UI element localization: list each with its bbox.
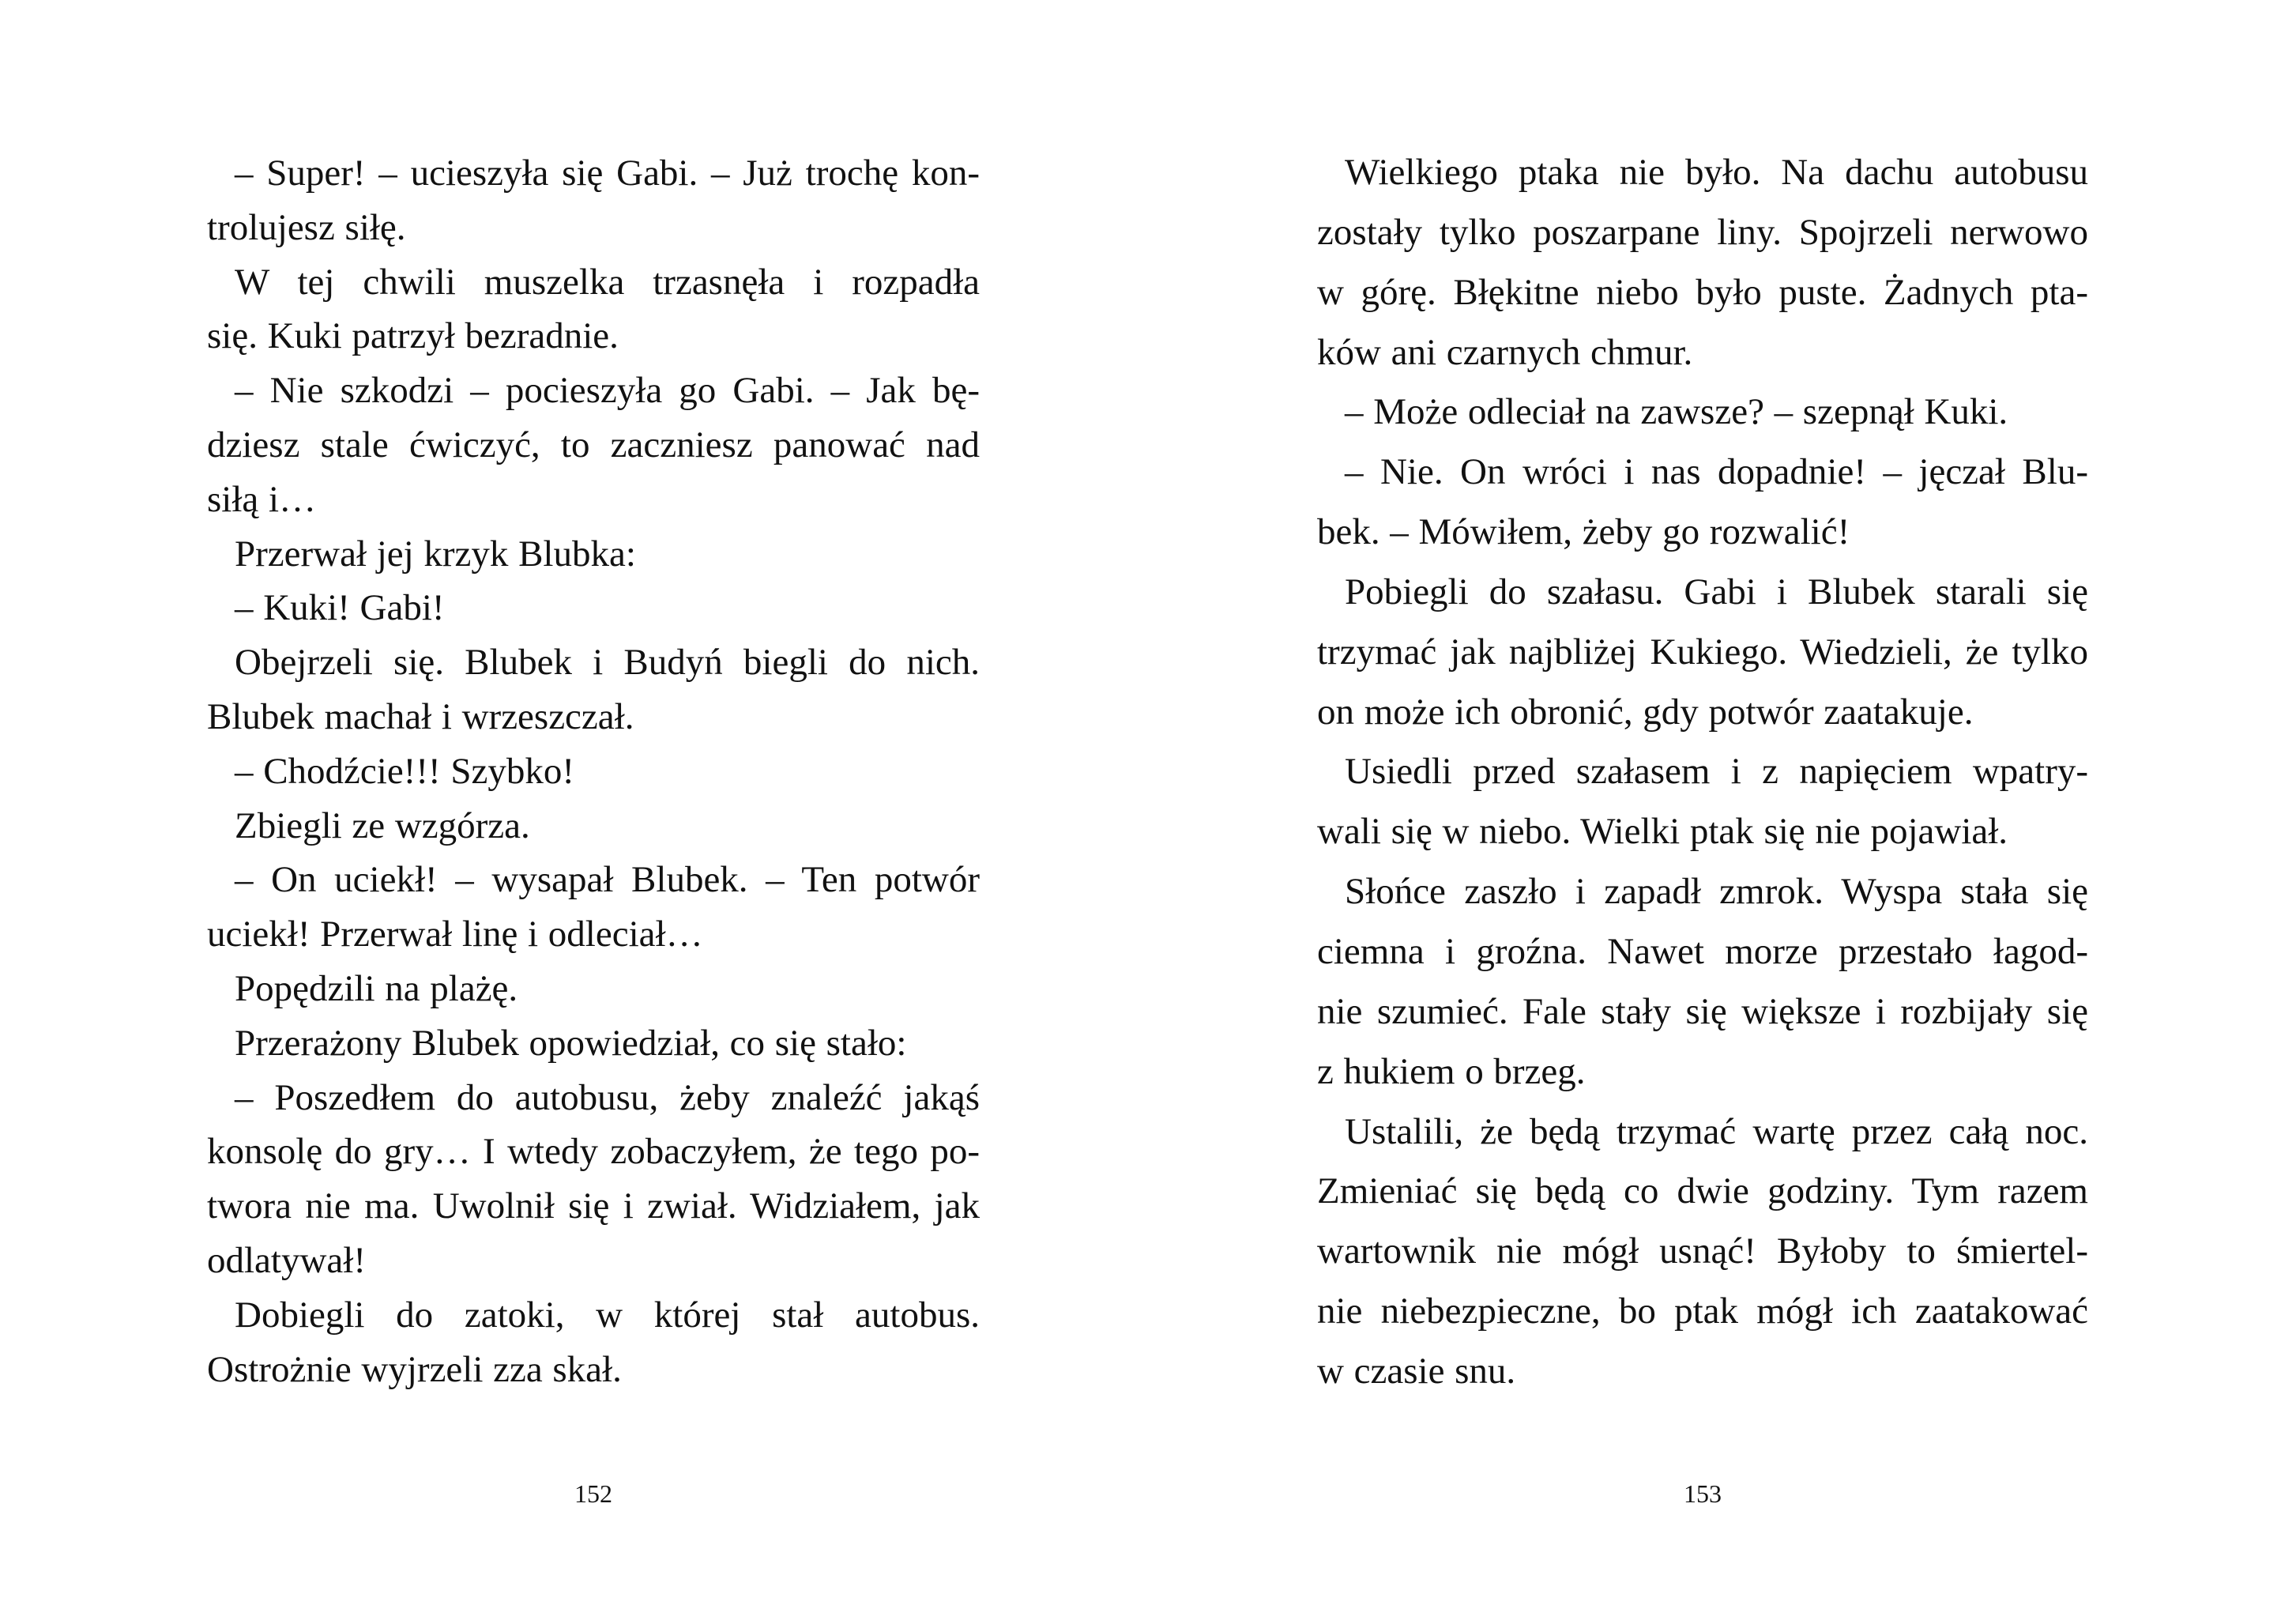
text-line: w czasie snu.: [1317, 1350, 1516, 1392]
text-line: – Nie. On wróci i nas dopadnie! – jęczał Blu-: [1345, 451, 2088, 493]
text-line: odlatywał!: [207, 1239, 366, 1281]
text-line: Wielkiego ptaka nie było. Na dachu autobusu: [1345, 152, 2088, 193]
text-line: ków ani czarnych chmur.: [1317, 331, 1693, 373]
text-line: W tej chwili muszelka trzasnęła i rozpadła: [235, 261, 980, 303]
text-line: Przerażony Blubek opowiedział, co się stało:: [235, 1022, 907, 1064]
text-line: Dobiegli do zatoki, w której stał autobus.: [235, 1294, 980, 1336]
text-line: – Chodźcie!!! Szybko!: [235, 750, 574, 792]
text-line: – Poszedłem do autobusu, żeby znaleźć jakąś: [235, 1076, 980, 1118]
text-line: Słońce zaszło i zapadł zmrok. Wyspa stała się: [1345, 871, 2088, 913]
text-line: Obejrzeli się. Blubek i Budyń biegli do nich.: [235, 642, 980, 684]
text-line: Zbiegli ze wzgórza.: [235, 804, 530, 846]
text-line: konsolę do gry… I wtedy zobaczyłem, że tego po-: [207, 1131, 980, 1173]
text-line: bek. – Mówiłem, żeby go rozwalić!: [1317, 511, 1850, 553]
text-line: dziesz stale ćwiczyć, to zaczniesz panować nad: [207, 424, 980, 465]
text-line: Zmieniać się będą co dwie godziny. Tym razem: [1317, 1170, 2088, 1212]
text-line: ciemna i groźna. Nawet morze przestało łagod-: [1317, 930, 2088, 972]
left-page-number: 152: [574, 1479, 612, 1508]
text-line: zostały tylko poszarpane liny. Spojrzeli nerwowo: [1317, 211, 2088, 253]
text-line: wartownik nie mógł usnąć! Byłoby to śmiertel-: [1317, 1230, 2088, 1272]
right-page: [1148, 0, 2296, 1624]
text-line: on może ich obronić, gdy potwór zaatakuje.: [1317, 691, 1974, 733]
text-line: nie szumieć. Fale stały się większe i rozbijały się: [1317, 990, 2088, 1032]
text-line: uciekł! Przerwał linę i odleciał…: [207, 914, 703, 955]
text-line: – On uciekł! – wysapał Blubek. – Ten potwór: [235, 859, 980, 901]
text-line: z hukiem o brzeg.: [1317, 1050, 1586, 1092]
text-line: – Może odleciał na zawsze? – szepnął Kuki.: [1345, 391, 2008, 433]
text-line: trzymać jak najbliżej Kukiego. Wiedzieli, że tylko: [1317, 631, 2088, 673]
text-line: Przerwał jej krzyk Blubka:: [235, 533, 636, 575]
left-page-text-column: [207, 146, 980, 1396]
text-line: – Kuki! Gabi!: [235, 587, 445, 629]
text-line: Popędzili na plażę.: [235, 967, 518, 1009]
right-page-text-column: [1317, 143, 2088, 1402]
text-line: Ustalili, że będą trzymać wartę przez całą noc.: [1345, 1110, 2088, 1152]
text-line: Usiedli przed szałasem i z napięciem wpatry-: [1345, 751, 2088, 793]
text-line: – Nie szkodzi – pocieszyła go Gabi. – Jak bę-: [235, 370, 980, 412]
text-line: Ostrożnie wyjrzeli zza skał.: [207, 1348, 622, 1390]
text-line: twora nie ma. Uwolnił się i zwiał. Widziałem, jak: [207, 1185, 980, 1227]
text-line: trolujesz siłę.: [207, 206, 406, 248]
text-line: w górę. Błękitne niebo było puste. Żadnych pta-: [1317, 271, 2088, 313]
text-line: – Super! – ucieszyła się Gabi. – Już trochę kon-: [235, 153, 980, 194]
text-line: się. Kuki patrzył bezradnie.: [207, 315, 619, 357]
right-page-number: 153: [1684, 1479, 1722, 1508]
text-line: Pobiegli do szałasu. Gabi i Blubek starali się: [1345, 571, 2088, 612]
text-line: Blubek machał i wrzeszczał.: [207, 695, 634, 737]
text-line: siłą i…: [207, 478, 317, 520]
text-line: wali się w niebo. Wielki ptak się nie pojawiał.: [1317, 811, 2008, 853]
text-line: nie niebezpieczne, bo ptak mógł ich zaatakować: [1317, 1291, 2088, 1332]
